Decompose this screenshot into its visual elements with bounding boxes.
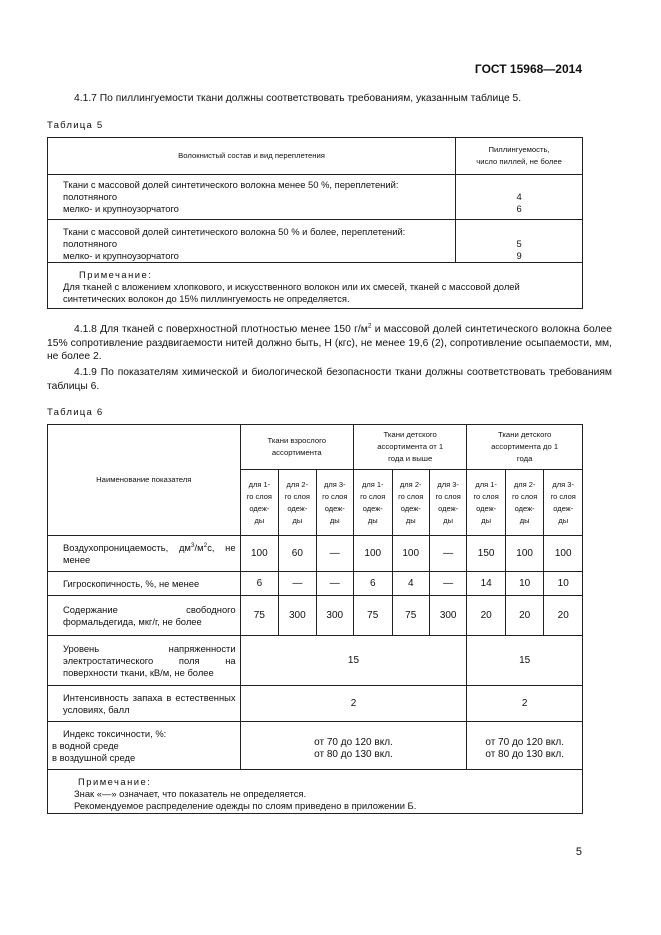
value-cell: 6	[353, 572, 392, 596]
value-cell: —	[429, 536, 466, 572]
row-formaldehyde-label: Содержание свободного формальдегида, мкг/г, не более	[48, 596, 241, 636]
layer3-child0: для 3-го слоя одеж-ды	[544, 470, 583, 536]
value-cell: 10	[544, 572, 583, 596]
layer1-child1: для 1-го слоя одеж-ды	[353, 470, 392, 536]
value-cell: 2	[240, 686, 467, 722]
layer2-adult: для 2-го слоя одеж-ды	[279, 470, 316, 536]
document-number: ГОСТ 15968—2014	[474, 62, 582, 76]
layer2-child1: для 2-го слоя одеж-ды	[392, 470, 429, 536]
paragraph-4-1-7: 4.1.7 По пиллингуемости ткани должны соответствовать требованиям, указанным таблице 5.	[74, 93, 522, 104]
value-cell: —	[279, 572, 316, 596]
value-cell: 10	[505, 572, 544, 596]
table5-group1: Ткани с массовой долей синтетического волокна менее 50 %, переплетений: полотняного мелко- и крупноузорчатого	[48, 175, 456, 220]
row-hygroscopicity-label: Гигроскопичность, %, не менее	[48, 572, 241, 596]
value-cell: —	[316, 536, 353, 572]
layer3-adult: для 3-го слоя одеж-ды	[316, 470, 353, 536]
value-cell: 75	[353, 596, 392, 636]
value-cell: —	[316, 572, 353, 596]
value-cell: —	[429, 572, 466, 596]
value-cell: 100	[505, 536, 544, 572]
value-cell: 15	[467, 636, 583, 686]
table6-header-indicator: Наименование показателя	[48, 425, 241, 536]
value-cell: 150	[467, 536, 506, 572]
value-cell: 60	[279, 536, 316, 572]
paragraph-4-1-8: 4.1.8 Для тканей с поверхностной плотностью менее 150 $г/м^2$ и массовой долей синтетического волокна более 15% сопротивление раздвигаемости нитей должно быть, Н (кгс), не менее 19,6 (2), сопротивление осыпаемости, мм, не более 2.	[47, 322, 612, 363]
table6-caption: Таблица 6	[47, 407, 104, 418]
table5-group2-values: 5 9	[456, 220, 583, 263]
table6-note: Примечание: Знак «—» означает, что показатель не определяется. Рекомендуемое распределение одежды по слоям приведено в приложении Б.	[48, 770, 583, 814]
value-cell: 20	[544, 596, 583, 636]
table-row	[48, 536, 583, 572]
table-row	[48, 636, 583, 686]
value-cell: 20	[505, 596, 544, 636]
value-cell: 300	[316, 596, 353, 636]
layer2-child0: для 2-го слоя одеж-ды	[505, 470, 544, 536]
value-cell: 2	[467, 686, 583, 722]
value-cell: 300	[279, 596, 316, 636]
table-row	[48, 572, 583, 596]
table6-header-child0: Ткани детского ассортимента до 1 года	[467, 425, 583, 470]
table6-header-child1: Ткани детского ассортимента от 1 года и выше	[353, 425, 466, 470]
value-cell: 6	[240, 572, 279, 596]
value-cell: 100	[240, 536, 279, 572]
value-cell: 75	[392, 596, 429, 636]
table-5	[47, 137, 583, 309]
value-cell: 14	[467, 572, 506, 596]
value-cell: 100	[392, 536, 429, 572]
value-cell: от 70 до 120 вкл. от 80 до 130 вкл.	[240, 722, 467, 770]
table5-caption: Таблица 5	[47, 120, 104, 131]
row-odor-label: Интенсивность запаха в естественных условиях, балл	[48, 686, 241, 722]
page-number: 5	[575, 846, 582, 858]
table-6	[47, 424, 583, 814]
value-cell: от 70 до 120 вкл. от 80 до 130 вкл.	[467, 722, 583, 770]
value-cell: 100	[544, 536, 583, 572]
layer1-child0: для 1-го слоя одеж-ды	[467, 470, 506, 536]
value-cell: 300	[429, 596, 466, 636]
value-cell: 75	[240, 596, 279, 636]
value-cell: 4	[392, 572, 429, 596]
value-cell: 100	[353, 536, 392, 572]
table6-header-adult: Ткани взрослого ассортимента	[240, 425, 353, 470]
table5-header-pilling: Пиллингуемость, число пиллей, не более	[456, 138, 583, 175]
table5-header-composition: Волокнистый состав и вид переплетения	[48, 138, 456, 175]
table5-note: Примечание: Для тканей с вложением хлопкового, и искусственного волокон или их смесей, тканей с массовой долей синтетических волокон до 15% пиллингуемость не определяется.	[48, 263, 583, 309]
paragraph-4-1-9: 4.1.9 По показателям химической и биологической безопасности ткани должны соответствовать требованиям таблицы 6.	[47, 367, 612, 392]
row-toxicity-label: Индекс токсичности, %: в водной среде в воздушной среде	[48, 722, 241, 770]
table5-group2: Ткани с массовой долей синтетического волокна 50 % и более, переплетений: полотняного мелко- и крупноузорчатого	[48, 220, 456, 263]
table5-group1-values: 4 6	[456, 175, 583, 220]
row-air-permeability-label: Воздухопроницаемость, $дм^3/м^2с$, не менее	[48, 536, 241, 572]
table-row	[48, 722, 583, 770]
table-row	[48, 686, 583, 722]
row-electrostatic-label: Уровень напряженности электростатического поля на поверхности ткани, кВ/м, не более	[48, 636, 241, 686]
layer1-adult: для 1-го слоя одеж-ды	[240, 470, 279, 536]
table-row	[48, 596, 583, 636]
value-cell: 20	[467, 596, 506, 636]
value-cell: 15	[240, 636, 467, 686]
layer3-child1: для 3-го слоя одеж-ды	[429, 470, 466, 536]
